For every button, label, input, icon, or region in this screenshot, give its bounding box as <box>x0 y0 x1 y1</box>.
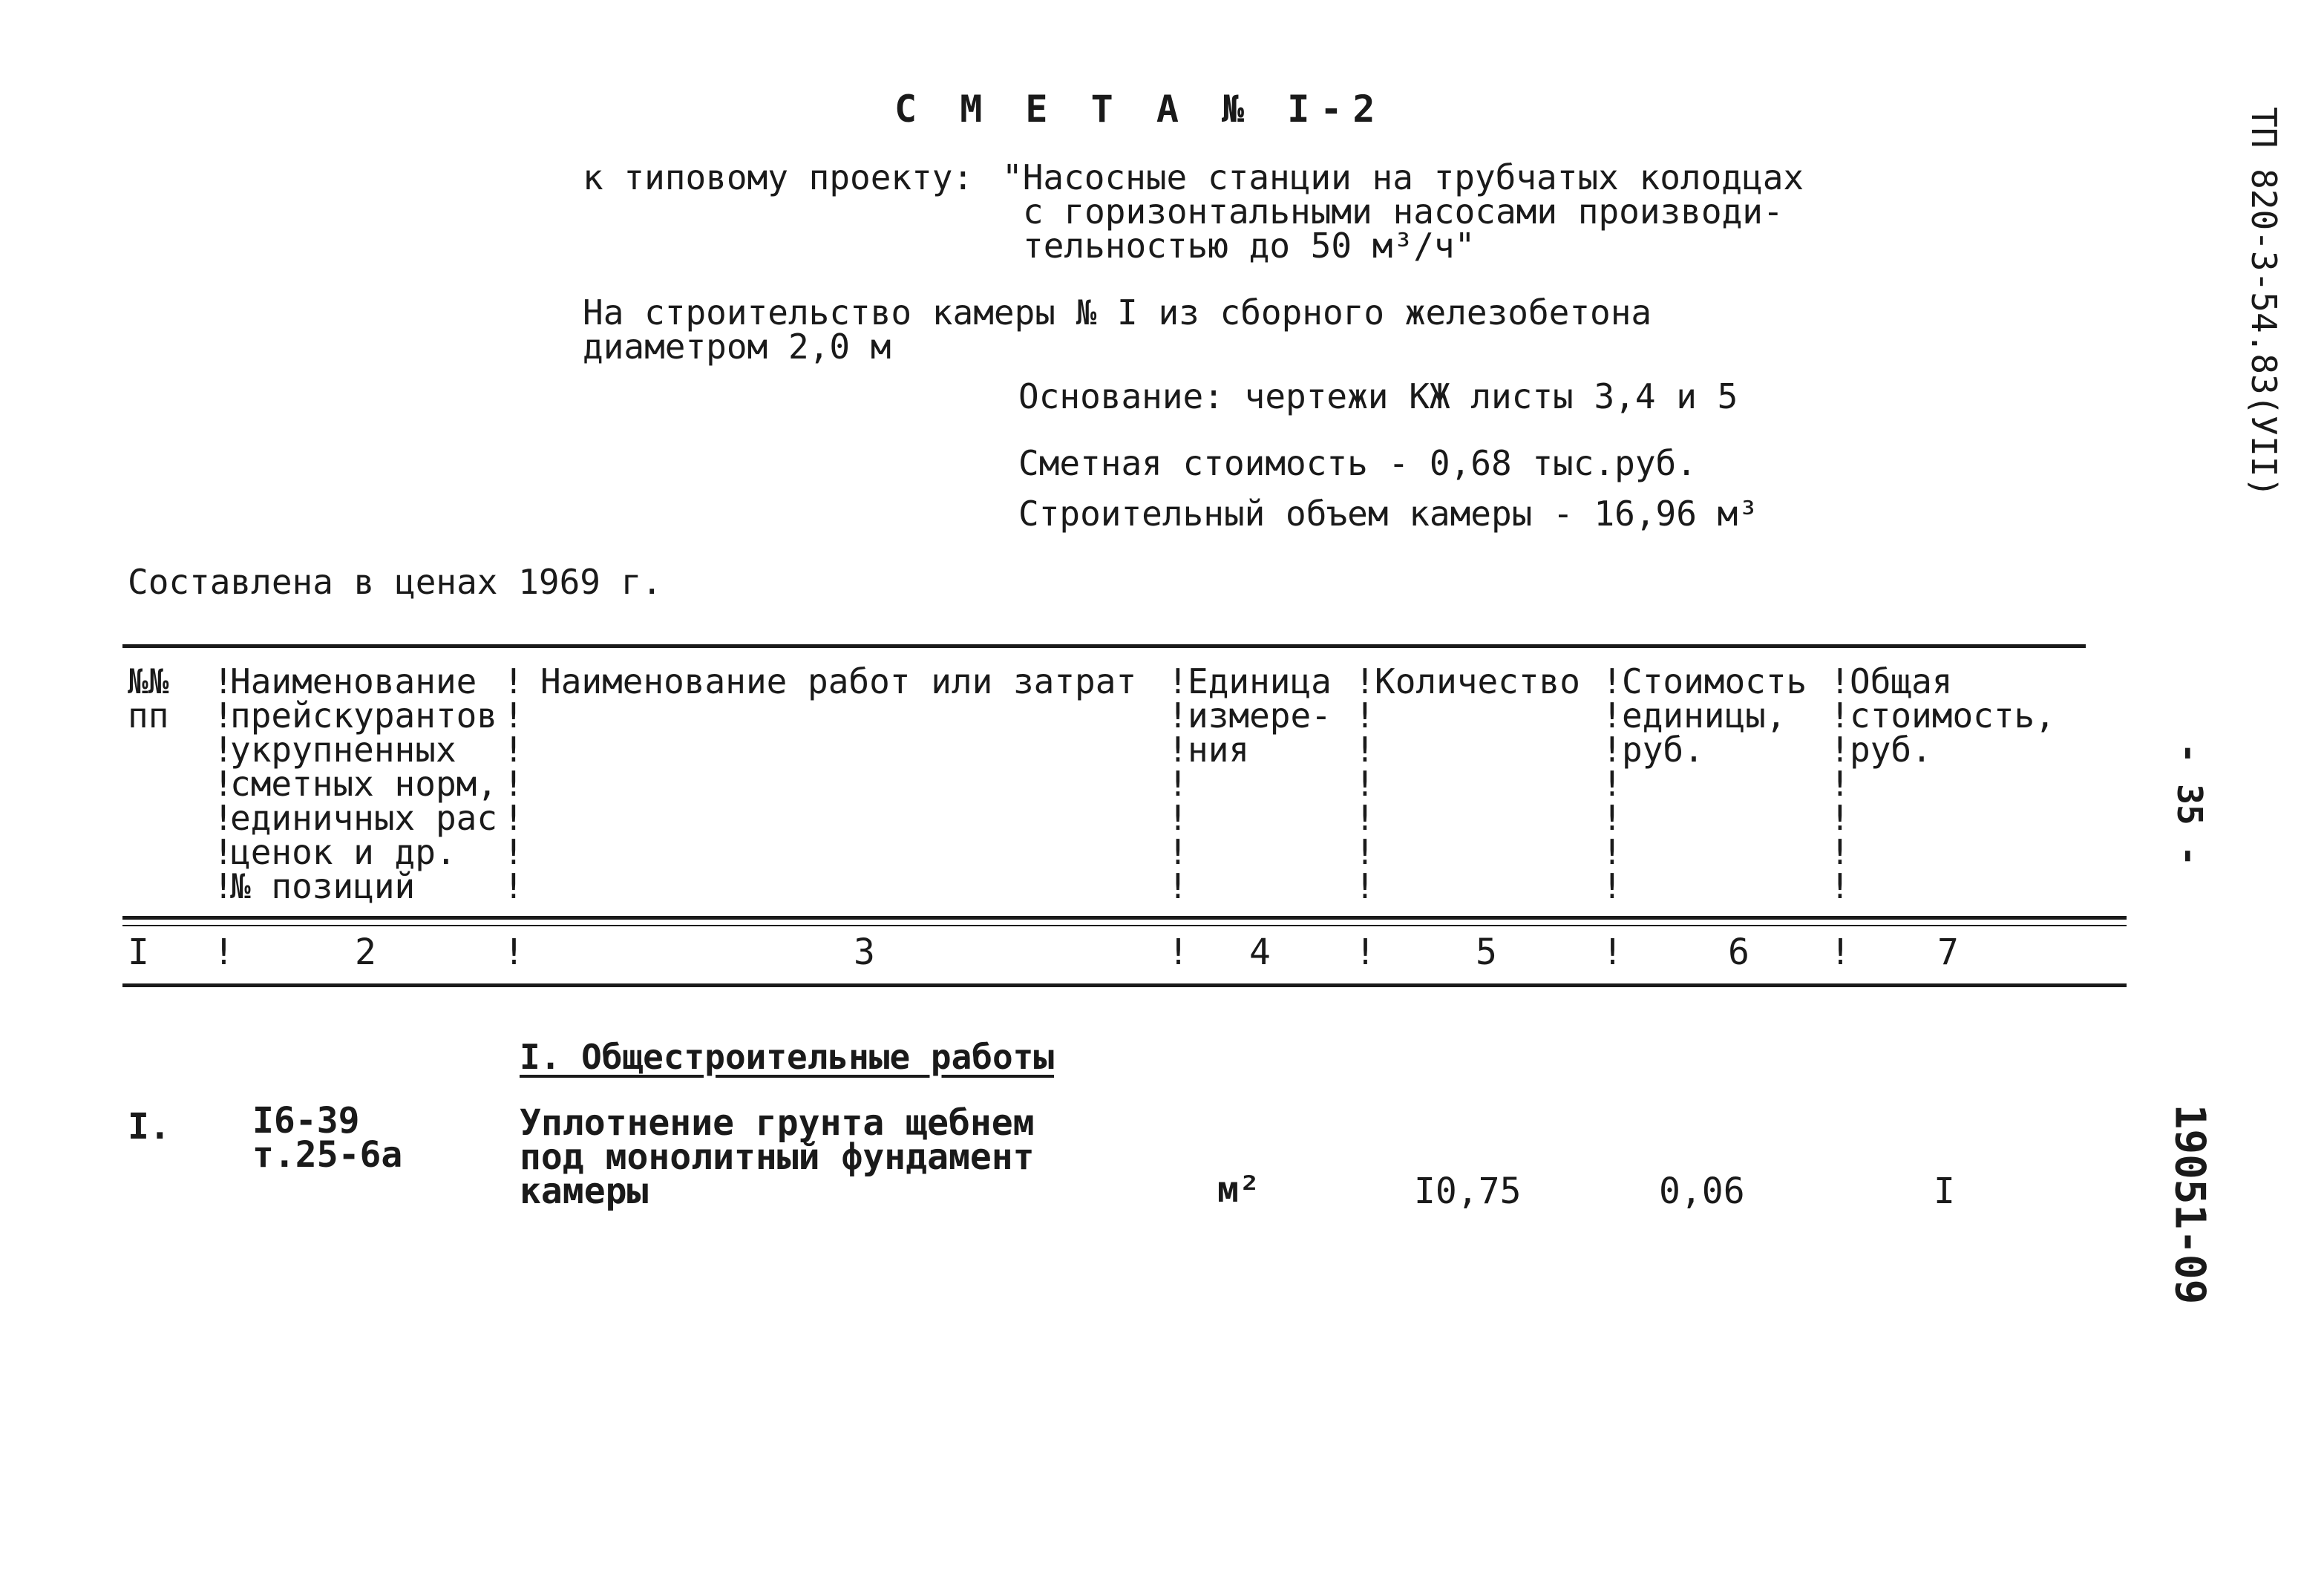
project-name-line-1: "Насосные станции на трубчатых колодцах <box>1002 157 1804 197</box>
archive-number: 19051-09 <box>2165 1104 2214 1305</box>
header-col-7: Общая стоимость, руб. <box>1850 661 2055 770</box>
header-col-4: Единица измере- ния <box>1188 661 1332 770</box>
column-number-3: 3 <box>854 932 875 973</box>
header-col-6: Стоимость единицы, руб. <box>1622 661 1807 770</box>
project-label: к типовому проекту: <box>583 157 974 197</box>
column-number-separator: ! <box>1168 932 1189 973</box>
column-number-7: 7 <box>1937 932 1959 973</box>
doc-code: ТП 820-3-54.83(УII) <box>2244 107 2284 498</box>
row-unit-cost: 0,06 <box>1659 1171 1745 1212</box>
project-name-line-3: тельностью до 50 м³/ч" <box>1023 226 1476 266</box>
section-title: I. Общестроительные работы <box>520 1037 1055 1077</box>
construction-line-1: На строительство камеры № I из сборного железобетона <box>583 292 1652 333</box>
table-top-rule <box>122 644 2086 648</box>
separator-2: ! ! ! ! ! ! ! <box>503 661 524 906</box>
row-total: I <box>1934 1171 1955 1212</box>
header-col-5: Количество <box>1375 661 1580 701</box>
row-code: I6-39 т.25-6а <box>252 1100 403 1176</box>
row-unit: м² <box>1217 1169 1260 1211</box>
separator-5: ! ! ! ! ! ! ! <box>1602 661 1623 906</box>
row-quantity: I0,75 <box>1414 1171 1522 1212</box>
header-bottom-rule <box>122 916 2127 920</box>
construction-line-2: диаметром 2,0 м <box>583 327 891 367</box>
column-number-1: I <box>128 932 149 973</box>
prices-year: Составлена в ценах 1969 г. <box>128 562 663 602</box>
document-title: С М Е Т А № I-2 <box>894 88 1386 131</box>
row-work-name: Уплотнение грунта щебнем под монолитный фундамент камеры <box>520 1102 1035 1212</box>
building-volume: Строительный объем камеры - 16,96 м³ <box>1018 494 1758 534</box>
column-number-separator: ! <box>213 932 235 973</box>
separator-6: ! ! ! ! ! ! ! <box>1830 661 1850 906</box>
header-col-1: №№ пп <box>128 661 169 736</box>
separator-3: ! ! ! ! ! ! ! <box>1168 661 1188 906</box>
page-number: - 35 - <box>2170 742 2210 867</box>
column-number-4: 4 <box>1249 932 1271 973</box>
project-name-line-2: с горизонтальными насосами производи- <box>1023 191 1784 232</box>
column-number-separator: ! <box>1355 932 1376 973</box>
column-number-separator: ! <box>1602 932 1623 973</box>
column-number-6: 6 <box>1728 932 1749 973</box>
separator-4: ! ! ! ! ! ! ! <box>1355 661 1375 906</box>
column-number-separator: ! <box>1830 932 1851 973</box>
column-number-2: 2 <box>355 932 376 973</box>
header-col-3: Наименование работ или затрат <box>540 661 1137 701</box>
row-number: I. <box>128 1106 171 1148</box>
separator-1: ! ! ! ! ! ! ! <box>213 661 234 906</box>
column-number-5: 5 <box>1476 932 1497 973</box>
column-numbers-rule <box>122 983 2127 987</box>
basis-text: Основание: чертежи КЖ листы 3,4 и 5 <box>1018 376 1738 416</box>
column-number-separator: ! <box>503 932 525 973</box>
estimated-cost: Сметная стоимость - 0,68 тыс.руб. <box>1018 443 1697 483</box>
header-bottom-rule-thin <box>122 925 2127 926</box>
header-col-2: Наименование прейскурантов укрупненных сметных норм, единичных рас ценок и др. № позиций <box>230 661 498 906</box>
